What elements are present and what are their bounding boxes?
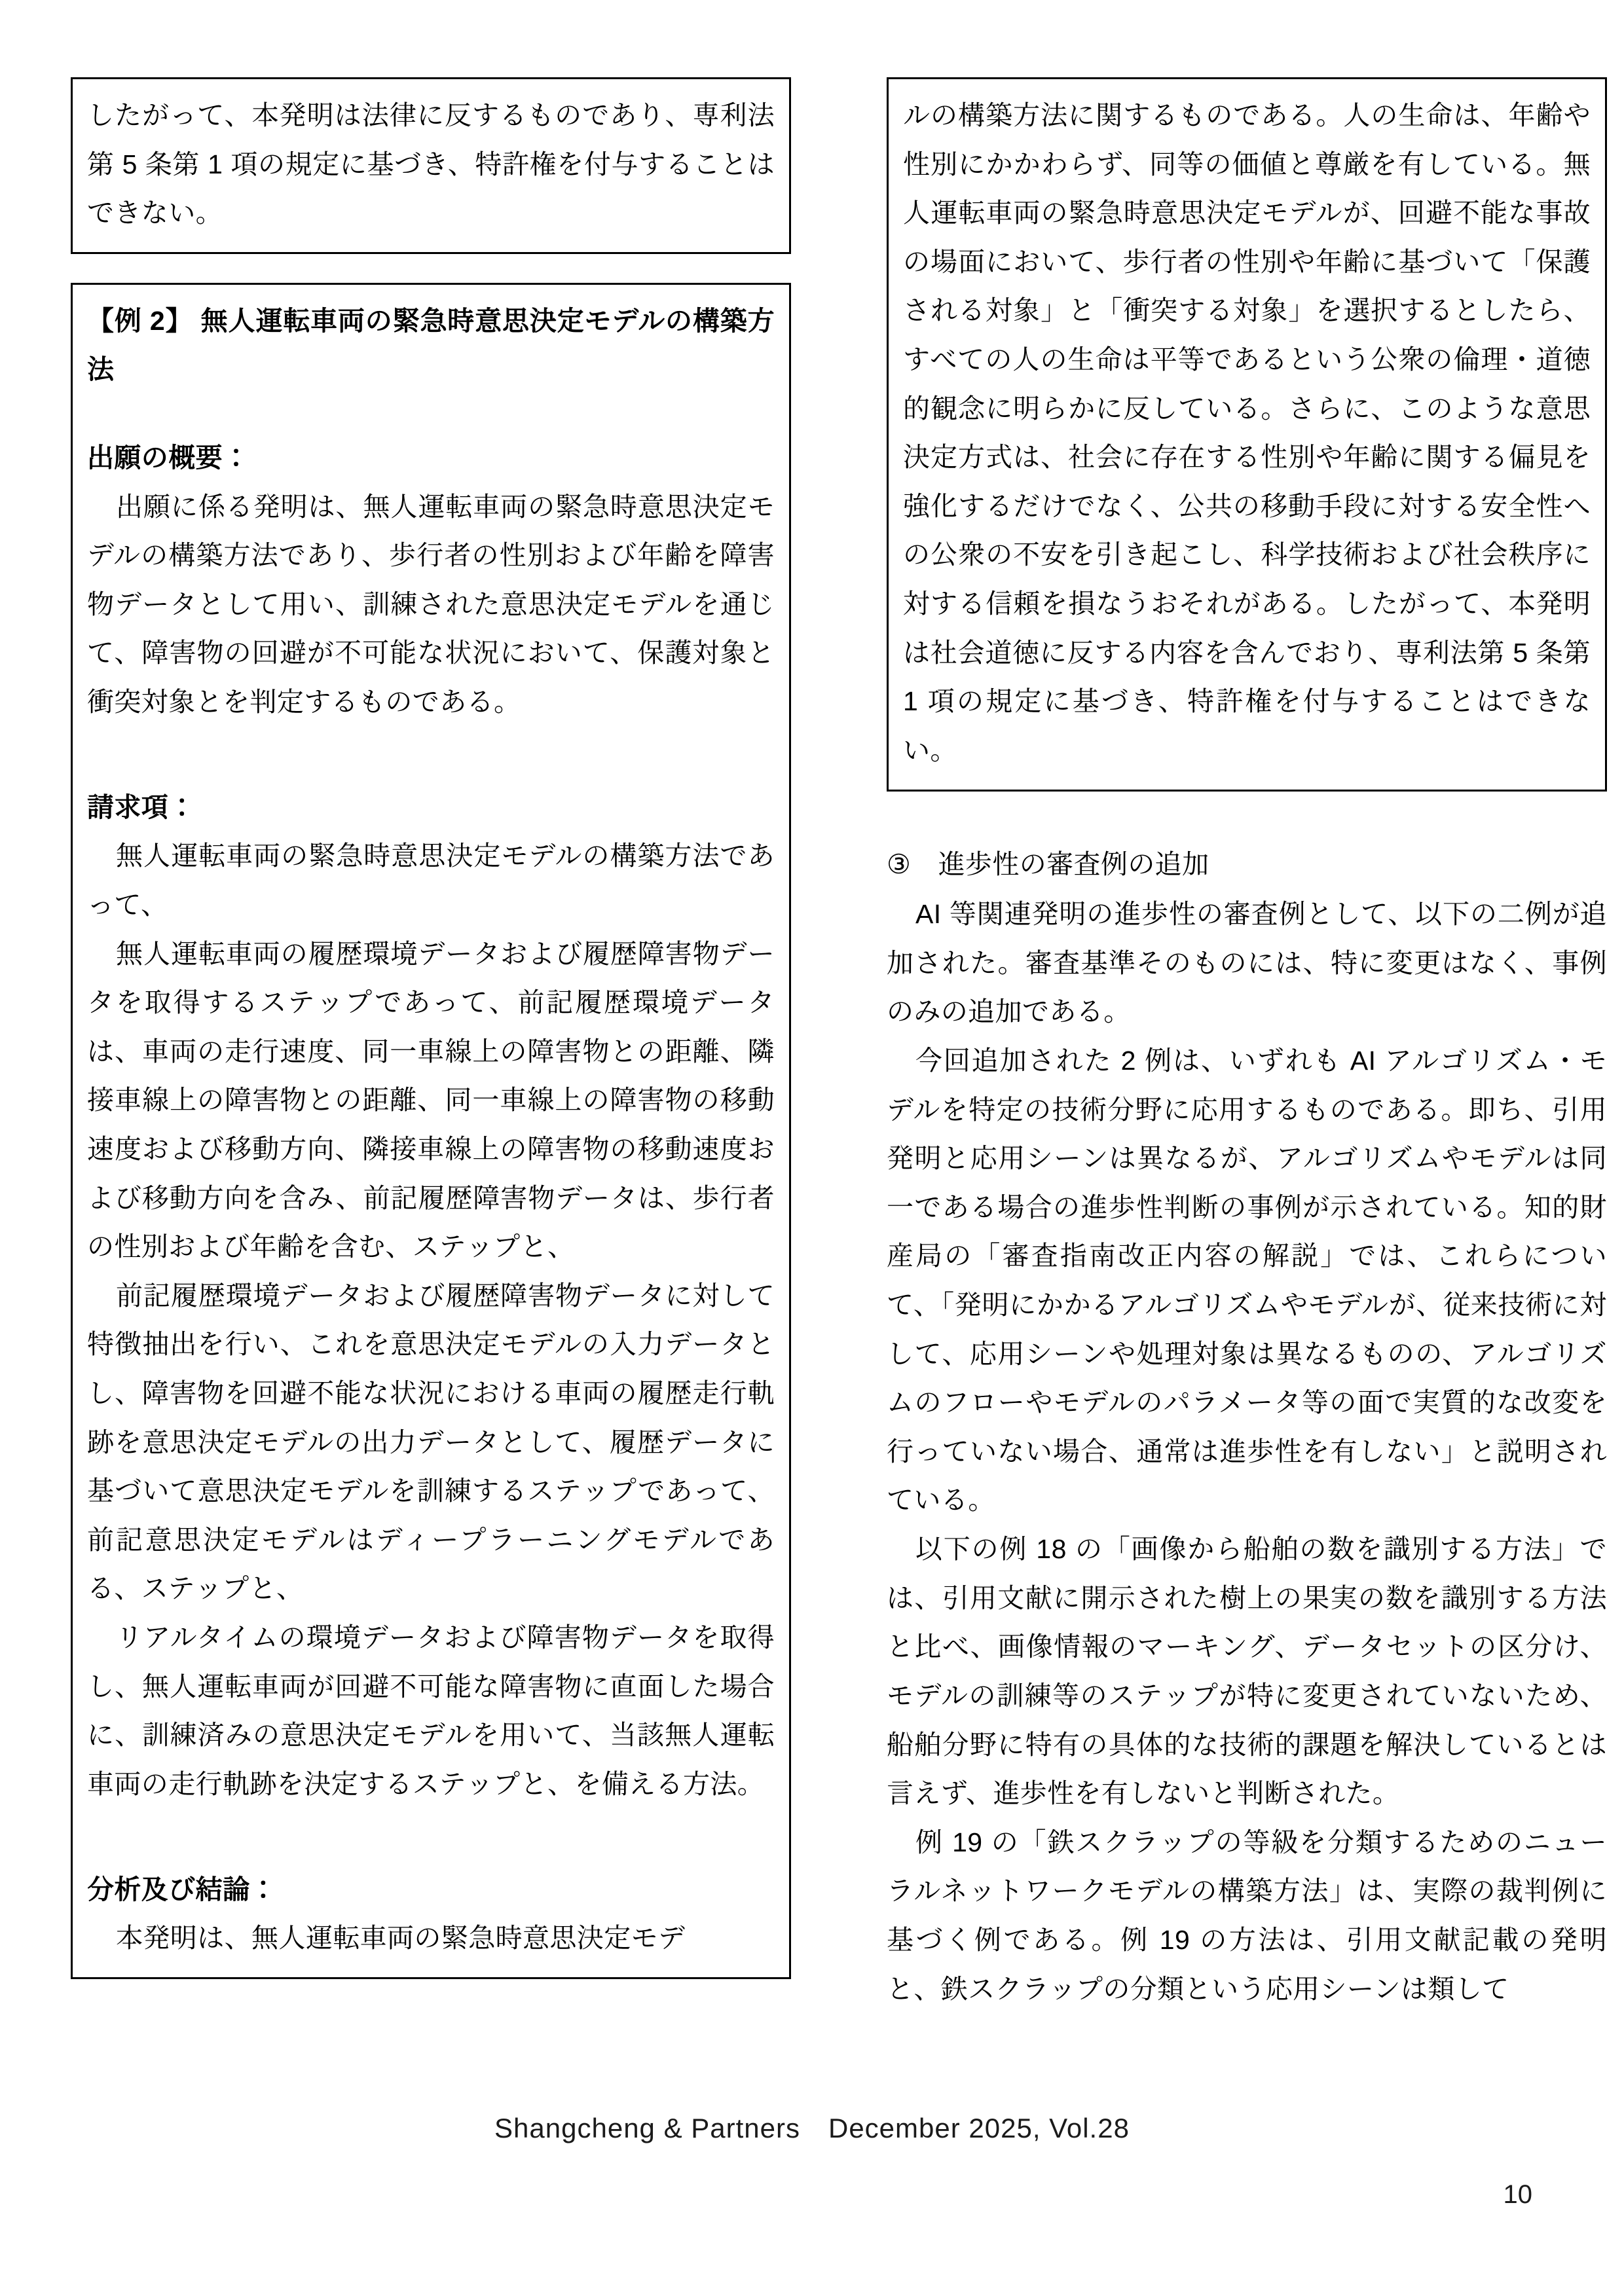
quote-box-analysis-continued <box>887 77 1607 792</box>
page-number: 10 <box>1503 2180 1532 2209</box>
section-3-block <box>887 840 1607 2014</box>
page-footer <box>0 2107 1624 2146</box>
application-summary-body: 出願に係る発明は、無人運転車両の緊急時意思決定モデルの構築方法であり、歩行者の性別および年齢を障害物データとして用い、訓練された意思決定モデルを通じて、障害物の回避が不可能な状況において、保護対象と衝突対象とを判定するものである。 <box>87 491 775 718</box>
claim-paragraph-2: 無人運転車両の履歴環境データおよび履歴障害物データを取得するステップであって、前記履歴環境データは、車両の走行速度、同一車線上の障害物との距離、隣接車線上の障害物との距離、同一車線上の障害物の移動速度および移動方向、隣接車線上の障害物の移動速度および移動方向を含み、前記履歴障害物データは、歩行者の性別および年齢を含む、ステップと、 <box>87 938 775 1262</box>
right-column <box>887 0 1607 2102</box>
section-3-paragraph-2: 今回追加された 2 例は、いずれも AI アルゴリズム・モデルを特定の技術分野に応用するものである。即ち、引用発明と応用シーンは異なるが、アルゴリズムやモデルは同一である場合の進歩性判断の事例が示されている。知的財産局の「審査指南改正内容の解説」では、これらについて、「発明にかかるアルゴリズムやモデルが、従来技術に対して、応用シーンや処理対象は異なるものの、アルゴリズムのフローやモデルのパラメータ等の面で実質的な改変を行っていない場合、通常は進歩性を有しない」と説明されている。 <box>887 1045 1607 1516</box>
claim-paragraph-3: 前記履歴環境データおよび履歴障害物データに対して特徴抽出を行い、これを意思決定モデルの入力データとし、障害物を回避不能な状況における車両の履歴走行軌跡を意思決定モデルの出力データとして、履歴データに基づいて意思決定モデルを訓練するステップであって、前記意思決定モデルはディープラーニングモデルである、ステップと、 <box>87 1280 775 1604</box>
section-3-heading: ③ 進歩性の審査例の追加 <box>887 848 1209 879</box>
example-2-title: 【例 2】 無人運転車両の緊急時意思決定モデルの構築方法 <box>87 305 775 385</box>
analysis-conclusion-heading: 分析及び結論： <box>87 1874 277 1904</box>
spacer <box>87 397 775 433</box>
previous-conclusion-paragraph: したがって、本発明は法律に反するものであり、専利法第 5 条第 1 項の規定に基づき、特許権を付与することはできない。 <box>87 100 775 228</box>
section-3-paragraph-1: AI 等関連発明の進歩性の審査例として、以下の二例が追加された。審査基準そのものには、特に変更はなく、事例のみの追加である。 <box>887 899 1607 1027</box>
application-summary-heading: 出願の概要： <box>87 443 250 473</box>
quote-box-previous-conclusion <box>71 77 791 254</box>
claims-heading: 請求項： <box>87 792 196 822</box>
footer-publication-info: Shangcheng & Partners December 2025, Vol.28 <box>494 2113 1130 2143</box>
spacer <box>87 727 775 783</box>
quote-box-example-2 <box>71 283 791 1979</box>
claim-paragraph-1: 無人運転車両の緊急時意思決定モデルの構築方法であって、 <box>87 841 775 920</box>
spacer <box>887 820 1607 840</box>
section-3-paragraph-4: 例 19 の「鉄スクラップの等級を分類するためのニューラルネットワークモデルの構築方法」は、実際の裁判例に基づく例である。例 19 の方法は、引用文献記載の発明と、鉄スクラップの分類という応用シーンは類して <box>887 1827 1607 2004</box>
section-3-paragraph-3: 以下の例 18 の「画像から船舶の数を識別する方法」では、引用文献に開示された樹上の果実の数を識別する方法と比べ、画像情報のマーキング、データセットの区分け、モデルの訓練等のステップが特に変更されていないため、船舶分野に特有の具体的な技術的課題を解決しているとは言えず、進歩性を有しないと判断された。 <box>887 1534 1607 1809</box>
spacer <box>87 1809 775 1865</box>
analysis-continued-paragraph: ルの構築方法に関するものである。人の生命は、年齢や性別にかかわらず、同等の価値と尊厳を有している。無人運転車両の緊急時意思決定モデルが、回避不能な事故の場面において、歩行者の性別や年齢に基づいて「保護される対象」と「衝突する対象」を選択するとしたら、すべての人の生命は平等であるという公衆の倫理・道徳的観念に明らかに反している。さらに、このような意思決定方式は、社会に存在する性別や年齢に関する偏見を強化するだけでなく、公共の移動手段に対する安全性への公衆の不安を引き起こし、科学技術および社会秩序に対する信頼を損なうおそれがある。したがって、本発明は社会道徳に反する内容を含んでおり、専利法第 5 条第 1 項の規定に基づき、特許権を付与することはできない。 <box>903 100 1591 765</box>
claim-paragraph-4: リアルタイムの環境データおよび障害物データを取得し、無人運転車両が回避不可能な障害物に直面した場合に、訓練済みの意思決定モデルを用いて、当該無人運転車両の走行軌跡を決定するステップと、を備える方法。 <box>87 1622 775 1799</box>
left-column <box>71 0 791 2102</box>
analysis-conclusion-body: 本発明は、無人運転車両の緊急時意思決定モデ <box>116 1923 686 1954</box>
